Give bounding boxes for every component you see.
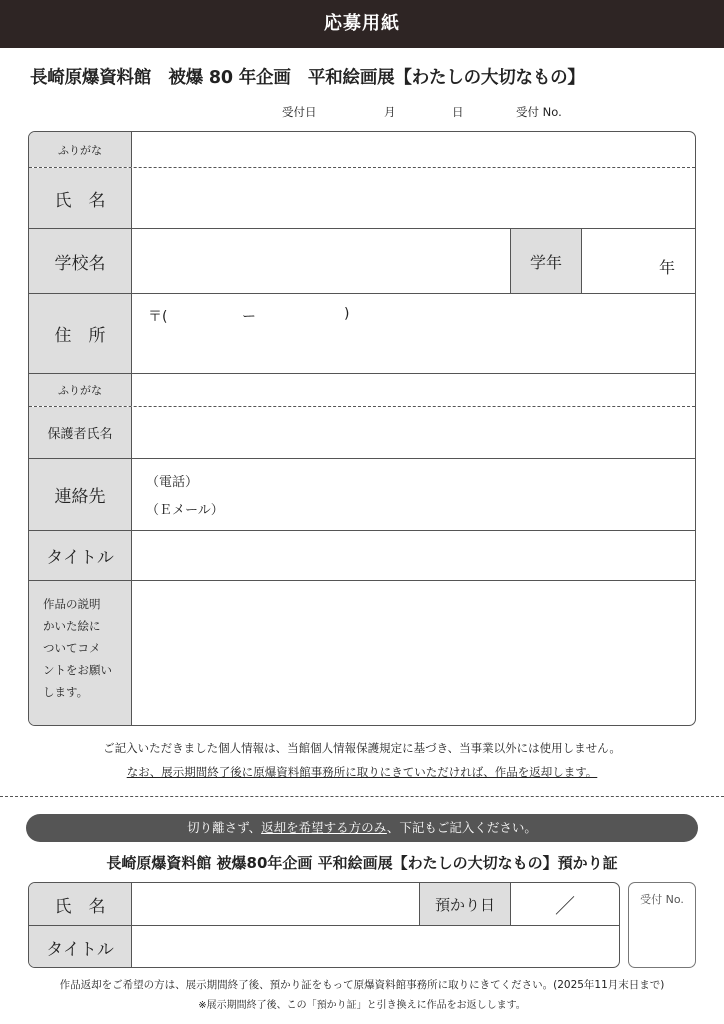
name-field[interactable] <box>132 168 695 228</box>
footer-note-2: ※展示期間終了後、この「預かり証」と引き換えに作品をお返しします。 <box>198 1000 526 1011</box>
header-title: 応募用紙 <box>324 13 400 34</box>
address-row <box>29 293 695 373</box>
receipt-name-row <box>29 883 619 925</box>
return-note: なお、展示期間終了後に原爆資料館事務所に取りにきていただければ、作品を返却します。 <box>126 765 598 779</box>
guardian-furigana-label: ふりがな <box>29 374 132 406</box>
receipt-no-box <box>628 882 696 968</box>
detach-banner <box>26 814 698 842</box>
guardian-row <box>29 406 695 458</box>
furigana-label: ふりがな <box>29 132 132 167</box>
name-row <box>29 167 695 228</box>
email-label: （Ｅメール） <box>146 503 224 518</box>
description-field[interactable] <box>132 581 695 726</box>
guardian-label: 保護者氏名 <box>29 407 132 458</box>
footer-note-1: 作品返却をご希望の方は、展示期間終了後、預かり証をもって原爆資料館事務所に取りにきてください。(2025年11月末日まで) <box>59 979 665 991</box>
desc-line: ントをお願い <box>43 663 112 677</box>
receipt-title-row <box>29 925 619 968</box>
desc-line: かいた絵に <box>43 619 101 633</box>
school-row <box>29 228 695 293</box>
receipt-title-field[interactable] <box>132 926 619 968</box>
title-row <box>29 530 695 580</box>
cut-line <box>0 796 724 797</box>
grade-field[interactable] <box>582 229 695 293</box>
description-row <box>29 580 695 726</box>
header-bar <box>0 0 724 48</box>
receipt-name-label: 氏 名 <box>29 883 132 925</box>
furigana-row <box>29 132 695 167</box>
contact-row <box>29 458 695 530</box>
detach-post: 、下記もご記入ください。 <box>386 820 537 835</box>
desc-line: 作品の説明 <box>43 597 101 611</box>
address-label: 住 所 <box>29 294 132 373</box>
receipt-month-label: 月 <box>384 105 396 119</box>
desc-line: します。 <box>43 685 89 699</box>
school-field[interactable] <box>132 229 508 293</box>
detach-pre: 切り離さず、 <box>187 820 262 835</box>
receipt-no-box-label: 受付 No. <box>640 893 684 906</box>
receipt-date-label: 受付日 <box>282 105 317 119</box>
receipt-no-label: 受付 No. <box>516 105 562 119</box>
application-form <box>28 131 696 726</box>
name-label: 氏 名 <box>29 168 132 228</box>
receipt-form <box>28 882 620 968</box>
desc-line: ついてコメ <box>43 641 101 655</box>
guardian-field[interactable] <box>132 407 695 458</box>
contact-label: 連絡先 <box>29 459 132 530</box>
date-slash: ／ <box>555 893 575 918</box>
guardian-furigana-field[interactable] <box>132 374 695 406</box>
guardian-furigana-row <box>29 373 695 406</box>
receipt-day-label: 日 <box>452 105 464 119</box>
receipt-title: 長崎原爆資料館 被爆80年企画 平和絵画展【わたしの大切なもの】預かり証 <box>106 854 618 872</box>
receipt-name-field[interactable] <box>132 883 417 925</box>
grade-unit: 年 <box>658 258 675 277</box>
grade-label: 学年 <box>510 229 582 293</box>
page-title: 長崎原爆資料館 被爆 80 年企画 平和絵画展【わたしの大切なもの】 <box>30 68 585 88</box>
school-label: 学校名 <box>29 229 132 293</box>
title-label: タイトル <box>29 531 132 580</box>
description-label <box>29 581 132 726</box>
postal-dash: ー <box>242 309 256 325</box>
receipt-title-label: タイトル <box>29 926 132 968</box>
deposit-date-field[interactable] <box>511 883 619 925</box>
detach-underlined: 返却を希望する方のみ <box>261 820 387 835</box>
address-field[interactable] <box>132 294 695 373</box>
deposit-date-label: 預かり日 <box>419 883 511 925</box>
phone-label: （電話） <box>146 475 199 490</box>
title-field[interactable] <box>132 531 695 580</box>
postal-close: ) <box>344 306 350 322</box>
postal-prefix: 〒( <box>148 309 168 325</box>
contact-field[interactable] <box>132 459 695 530</box>
furigana-field[interactable] <box>132 132 695 167</box>
privacy-note: ご記入いただきました個人情報は、当館個人情報保護規定に基づき、当事業以外には使用しません。 <box>103 741 621 755</box>
